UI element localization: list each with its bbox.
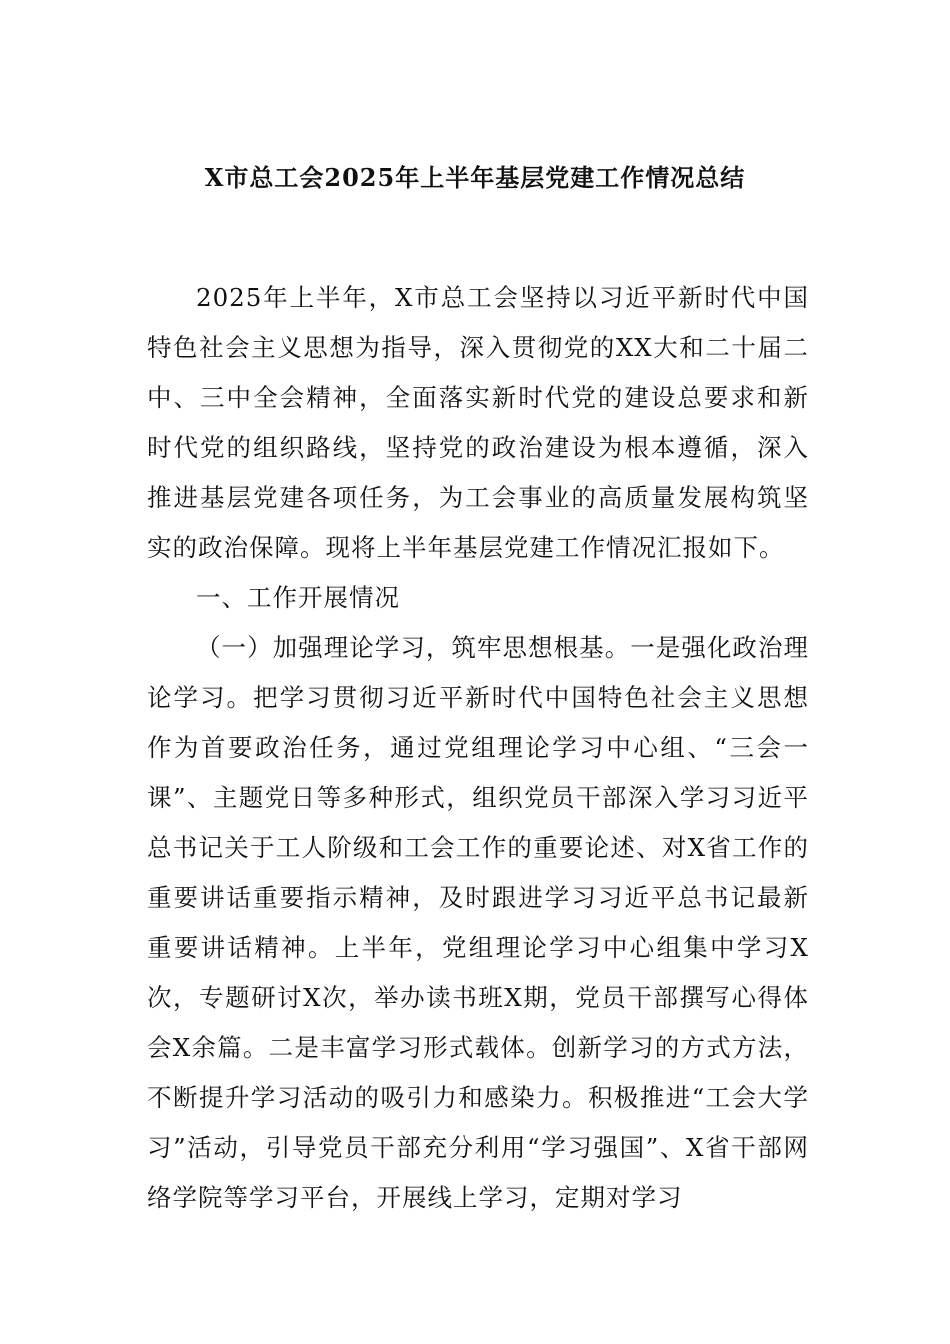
document-title: X市总工会2025年上半年基层党建工作情况总结 (204, 163, 746, 192)
subsection-paragraph: （一）加强理论学习，筑牢思想根基。一是强化政治理论学习。把学习贯彻习近平新时代中国特色社会主义思想作为首要政治任务，通过党组理论学习中心组、“三会一课”、主题党日等多种形式，组织党员干部深入学习习近平总书记关于工人阶级和工会工作的重要论述、对X省工作的重要讲话重要指示精神，及时跟进学习习近平总书记最新重要讲话精神。上半年，党组理论学习中心组集中学习X次，专题研讨X次，举办读书班X期，党员干部撰写心得体会X余篇。二是丰富学习形式载体。创新学习的方式方法，不断提升学习活动的吸引力和感染力。积极推进“工会大学习”活动，引导党员干部充分利用“学习强国”、X省干部网络学院等学习平台，开展线上学习，定期对学习 (147, 633, 809, 1212)
document-body (147, 273, 809, 1223)
intro-paragraph: 2025年上半年，X市总工会坚持以习近平新时代中国特色社会主义思想为指导，深入贯彻党的XX大和二十届二中、三中全会精神，全面落实新时代党的建设总要求和新时代党的组织路线，坚持党的政治建设为根本遵循，深入推进基层党建各项任务，为工会事业的高质量发展构筑坚实的政治保障。现将上半年基层党建工作情况汇报如下。 (147, 283, 809, 562)
section-heading: 一、工作开展情况 (196, 583, 400, 612)
